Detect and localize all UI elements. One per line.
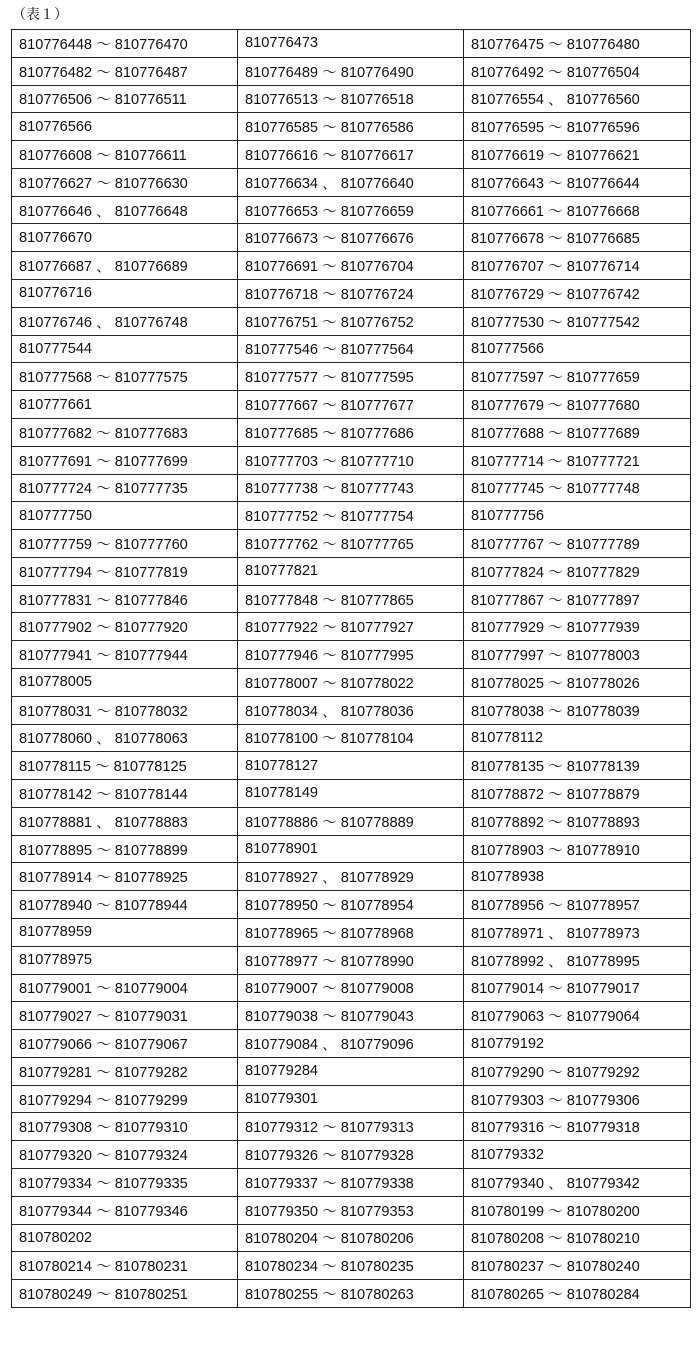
table-cell: 810776678 ～ 810776685 (464, 224, 691, 252)
table-row (12, 363, 691, 391)
table-row (12, 780, 691, 808)
table-cell: 810780202 (12, 1224, 238, 1252)
table-cell: 810777685 ～ 810777686 (238, 418, 464, 446)
table-cell: 810777762 ～ 810777765 (238, 530, 464, 558)
table-cell: 810776751 ～ 810776752 (238, 307, 464, 335)
table-cell: 810778135 ～ 810778139 (464, 752, 691, 780)
table-cell: 810778965 ～ 810778968 (238, 919, 464, 947)
table-cell: 810777922 ～ 810777927 (238, 613, 464, 641)
table-body (12, 30, 691, 1308)
table-cell: 810777794 ～ 810777819 (12, 557, 238, 585)
table-row (12, 891, 691, 919)
table-cell: 810777941 ～ 810777944 (12, 641, 238, 669)
table-cell: 810780204 ～ 810780206 (238, 1224, 464, 1252)
table-cell: 810777703 ～ 810777710 (238, 446, 464, 474)
table-row (12, 85, 691, 113)
table-cell: 810777738 ～ 810777743 (238, 474, 464, 502)
table-row (12, 30, 691, 58)
table-row (12, 613, 691, 641)
table-cell: 810778112 (464, 724, 691, 752)
table-cell: 810778031 ～ 810778032 (12, 696, 238, 724)
table-cell: 810776691 ～ 810776704 (238, 252, 464, 280)
table-cell: 810777688 ～ 810777689 (464, 418, 691, 446)
table-cell: 810779038 ～ 810779043 (238, 1002, 464, 1030)
table-cell: 810777759 ～ 810777760 (12, 530, 238, 558)
table-cell: 810776595 ～ 810776596 (464, 113, 691, 141)
table-row (12, 696, 691, 724)
table-cell: 810780237 ～ 810780240 (464, 1252, 691, 1280)
table-cell: 810777767 ～ 810777789 (464, 530, 691, 558)
table-row (12, 418, 691, 446)
table-cell: 810776619 ～ 810776621 (464, 141, 691, 169)
table-row (12, 196, 691, 224)
table-cell: 810776473 (238, 30, 464, 58)
table-cell: 810778149 (238, 780, 464, 808)
table-row (12, 863, 691, 891)
table-cell: 810778914 ～ 810778925 (12, 863, 238, 891)
table-row (12, 1169, 691, 1197)
table-cell: 810778038 ～ 810778039 (464, 696, 691, 724)
table-cell: 810780214 ～ 810780231 (12, 1252, 238, 1280)
table-row (12, 724, 691, 752)
table-cell: 810776489 ～ 810776490 (238, 57, 464, 85)
table-cell: 810776492 ～ 810776504 (464, 57, 691, 85)
table-cell: 810777724 ～ 810777735 (12, 474, 238, 502)
table-cell: 810779007 ～ 810779008 (238, 974, 464, 1002)
table-row (12, 1113, 691, 1141)
table-cell: 810778977 ～ 810778990 (238, 946, 464, 974)
table-cell: 810777929 ～ 810777939 (464, 613, 691, 641)
table-cell: 810777679 ～ 810777680 (464, 391, 691, 419)
table-cell: 810777824 ～ 810777829 (464, 557, 691, 585)
table-cell: 810776687 、 810776689 (12, 252, 238, 280)
table-cell: 810776673 ～ 810776676 (238, 224, 464, 252)
table-cell: 810777750 (12, 502, 238, 530)
table-cell: 810776448 ～ 810776470 (12, 30, 238, 58)
table-cell: 810779301 (238, 1085, 464, 1113)
table-cell: 810779344 ～ 810779346 (12, 1196, 238, 1224)
table-cell: 810776506 ～ 810776511 (12, 85, 238, 113)
table-cell: 810778940 ～ 810778944 (12, 891, 238, 919)
table-cell: 810776661 ～ 810776668 (464, 196, 691, 224)
table-cell: 810778127 (238, 752, 464, 780)
table-cell: 810778895 ～ 810778899 (12, 835, 238, 863)
table-cell: 810779281 ～ 810779282 (12, 1057, 238, 1085)
table-cell: 810776513 ～ 810776518 (238, 85, 464, 113)
table-cell: 810778025 ～ 810778026 (464, 668, 691, 696)
table-cell: 810778007 ～ 810778022 (238, 668, 464, 696)
table-row (12, 530, 691, 558)
table-cell: 810776670 (12, 224, 238, 252)
table-row (12, 1196, 691, 1224)
table-cell: 810779084 、 810779096 (238, 1030, 464, 1058)
table-cell: 810780208 ～ 810780210 (464, 1224, 691, 1252)
table-cell: 810777661 (12, 391, 238, 419)
table-row (12, 474, 691, 502)
table-cell: 810777831 ～ 810777846 (12, 585, 238, 613)
table-cell: 810777902 ～ 810777920 (12, 613, 238, 641)
table-row (12, 1057, 691, 1085)
table-cell: 810777867 ～ 810777897 (464, 585, 691, 613)
table-cell: 810776643 ～ 810776644 (464, 168, 691, 196)
table-cell: 810776718 ～ 810776724 (238, 280, 464, 308)
table-cell: 810776707 ～ 810776714 (464, 252, 691, 280)
table-cell: 810777577 ～ 810777595 (238, 363, 464, 391)
table-cell: 810776634 、 810776640 (238, 168, 464, 196)
table-cell: 810780199 ～ 810780200 (464, 1196, 691, 1224)
table-cell: 810779320 ～ 810779324 (12, 1141, 238, 1169)
table-cell: 810776646 、 810776648 (12, 196, 238, 224)
table-row (12, 1252, 691, 1280)
table-cell: 810777821 (238, 557, 464, 585)
table-cell: 810777714 ～ 810777721 (464, 446, 691, 474)
table-cell: 810778975 (12, 946, 238, 974)
table-row (12, 335, 691, 363)
table-cell: 810776653 ～ 810776659 (238, 196, 464, 224)
table-row (12, 752, 691, 780)
table-cell: 810778950 ～ 810778954 (238, 891, 464, 919)
table-row (12, 668, 691, 696)
table-cell: 810778115 ～ 810778125 (12, 752, 238, 780)
table-row (12, 919, 691, 947)
table-cell: 810779001 ～ 810779004 (12, 974, 238, 1002)
table-cell: 810778005 (12, 668, 238, 696)
table-cell: 810777682 ～ 810777683 (12, 418, 238, 446)
serial-number-table (11, 29, 691, 1308)
table-cell: 810779316 ～ 810779318 (464, 1113, 691, 1141)
table-row (12, 446, 691, 474)
table-row (12, 1280, 691, 1308)
table-cell: 810778886 ～ 810778889 (238, 807, 464, 835)
table-cell: 810779337 ～ 810779338 (238, 1169, 464, 1197)
table-row (12, 57, 691, 85)
table-cell: 810777946 ～ 810777995 (238, 641, 464, 669)
table-cell: 810778956 ～ 810778957 (464, 891, 691, 919)
table-row (12, 391, 691, 419)
table-cell: 810776554 、 810776560 (464, 85, 691, 113)
table-row (12, 835, 691, 863)
table-cell: 810778959 (12, 919, 238, 947)
table-cell: 810776475 ～ 810776480 (464, 30, 691, 58)
table-cell: 810778892 ～ 810778893 (464, 807, 691, 835)
table-row (12, 224, 691, 252)
table-cell: 810776627 ～ 810776630 (12, 168, 238, 196)
table-cell: 810777568 ～ 810777575 (12, 363, 238, 391)
table-caption: （表１） (12, 7, 68, 23)
table-cell: 810777566 (464, 335, 691, 363)
table-cell: 810777756 (464, 502, 691, 530)
table-cell: 810776608 ～ 810776611 (12, 141, 238, 169)
table-cell: 810779027 ～ 810779031 (12, 1002, 238, 1030)
table-row (12, 307, 691, 335)
table-cell: 810776566 (12, 113, 238, 141)
table-cell: 810780234 ～ 810780235 (238, 1252, 464, 1280)
table-cell: 810777667 ～ 810777677 (238, 391, 464, 419)
table-cell: 810776616 ～ 810776617 (238, 141, 464, 169)
table-row (12, 168, 691, 196)
table-cell: 810777848 ～ 810777865 (238, 585, 464, 613)
table-cell: 810780249 ～ 810780251 (12, 1280, 238, 1308)
table-cell: 810779284 (238, 1057, 464, 1085)
table-cell: 810779303 ～ 810779306 (464, 1085, 691, 1113)
table-row (12, 557, 691, 585)
table-cell: 810779332 (464, 1141, 691, 1169)
table-row (12, 113, 691, 141)
table-cell: 810779294 ～ 810779299 (12, 1085, 238, 1113)
table-cell: 810779312 ～ 810779313 (238, 1113, 464, 1141)
table-cell: 810778881 、 810778883 (12, 807, 238, 835)
table-cell: 810778034 、 810778036 (238, 696, 464, 724)
table-cell: 810778938 (464, 863, 691, 891)
table-cell: 810777546 ～ 810777564 (238, 335, 464, 363)
table-cell: 810778927 、 810778929 (238, 863, 464, 891)
table-cell: 810777745 ～ 810777748 (464, 474, 691, 502)
table-cell: 810779063 ～ 810779064 (464, 1002, 691, 1030)
table-cell: 810779308 ～ 810779310 (12, 1113, 238, 1141)
table-cell: 810776746 、 810776748 (12, 307, 238, 335)
table-row (12, 280, 691, 308)
table-row (12, 502, 691, 530)
table-row (12, 974, 691, 1002)
table-cell: 810778142 ～ 810778144 (12, 780, 238, 808)
table-row (12, 252, 691, 280)
table-cell: 810778992 、 810778995 (464, 946, 691, 974)
table-cell: 810780255 ～ 810780263 (238, 1280, 464, 1308)
table-cell: 810779340 、 810779342 (464, 1169, 691, 1197)
table-cell: 810777691 ～ 810777699 (12, 446, 238, 474)
table-cell: 810777544 (12, 335, 238, 363)
table-row (12, 1224, 691, 1252)
table-cell: 810778872 ～ 810778879 (464, 780, 691, 808)
table-row (12, 141, 691, 169)
table-cell: 810779290 ～ 810779292 (464, 1057, 691, 1085)
table-cell: 810779326 ～ 810779328 (238, 1141, 464, 1169)
table-row (12, 1030, 691, 1058)
table-cell: 810779350 ～ 810779353 (238, 1196, 464, 1224)
table-cell: 810777752 ～ 810777754 (238, 502, 464, 530)
table-row (12, 1085, 691, 1113)
table-cell: 810777597 ～ 810777659 (464, 363, 691, 391)
table-row (12, 946, 691, 974)
table-cell: 810776482 ～ 810776487 (12, 57, 238, 85)
table-row (12, 585, 691, 613)
table-cell: 810778060 、 810778063 (12, 724, 238, 752)
table-cell: 810776729 ～ 810776742 (464, 280, 691, 308)
table-cell: 810779014 ～ 810779017 (464, 974, 691, 1002)
table-row (12, 1141, 691, 1169)
table-cell: 810779334 ～ 810779335 (12, 1169, 238, 1197)
table-row (12, 1002, 691, 1030)
table-row (12, 641, 691, 669)
table-cell: 810780265 ～ 810780284 (464, 1280, 691, 1308)
table-cell: 810778901 (238, 835, 464, 863)
table-cell: 810777530 ～ 810777542 (464, 307, 691, 335)
table-cell: 810776585 ～ 810776586 (238, 113, 464, 141)
table-cell: 810778903 ～ 810778910 (464, 835, 691, 863)
table-row (12, 807, 691, 835)
table-cell: 810778100 ～ 810778104 (238, 724, 464, 752)
table-cell: 810778971 、 810778973 (464, 919, 691, 947)
table-cell: 810776716 (12, 280, 238, 308)
table-cell: 810779192 (464, 1030, 691, 1058)
table-cell: 810777997 ～ 810778003 (464, 641, 691, 669)
table-cell: 810779066 ～ 810779067 (12, 1030, 238, 1058)
